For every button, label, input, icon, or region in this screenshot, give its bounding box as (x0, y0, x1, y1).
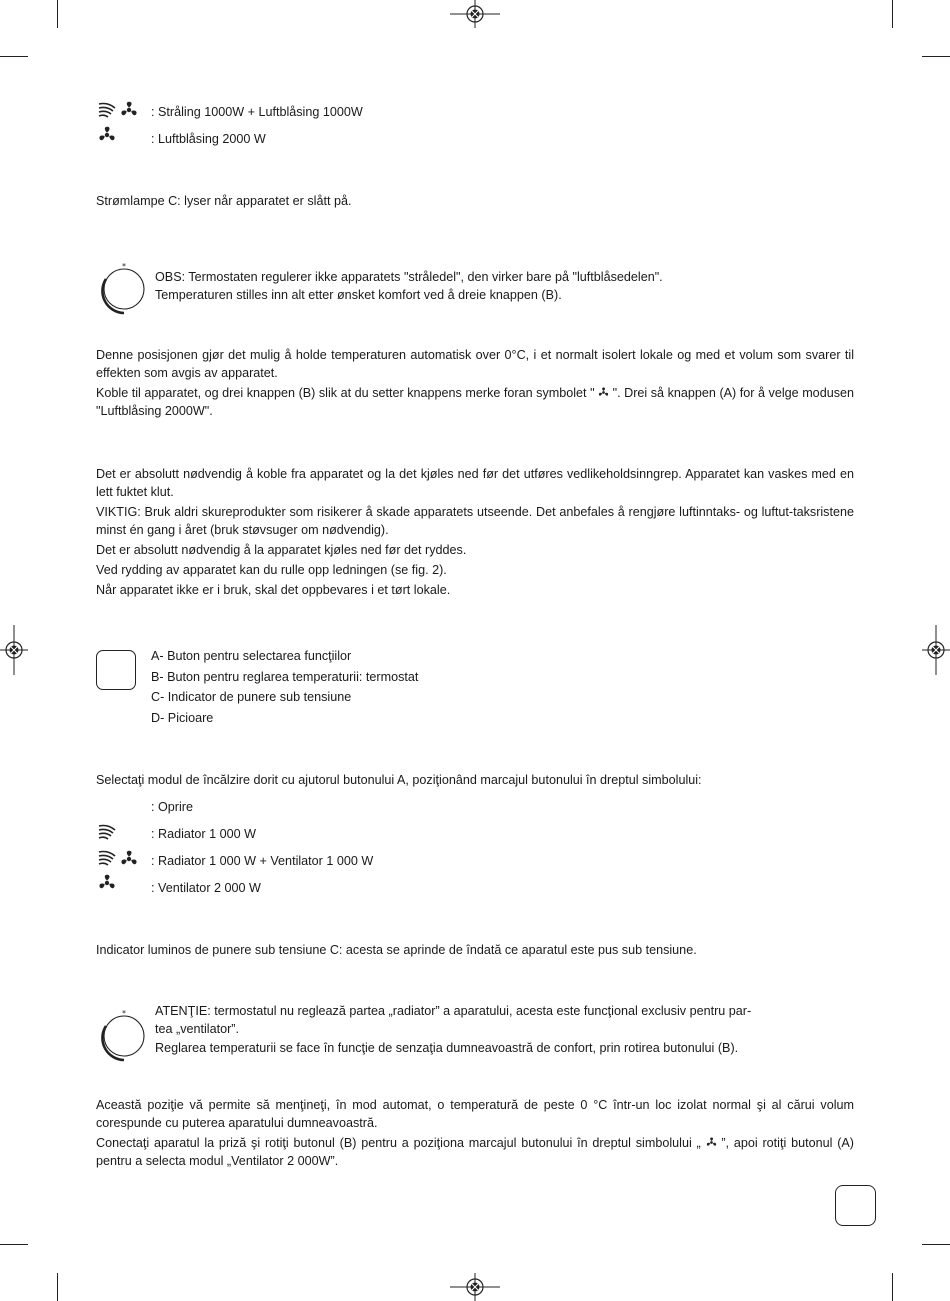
power-lamp-text: Strømlampe C: lyser når apparatet er slått på. (96, 194, 352, 208)
crop-mark (892, 1273, 893, 1301)
frost-paragraph: Koble til apparatet, og drei knappen (B) slik at du setter knappens merke foran symbolet " ". Drei så knappen (A) for å velge modusen "Luftblåsing 2000W". (96, 386, 855, 418)
mode-label: : Radiator 1 000 W + Ventilator 1 000 W (151, 854, 374, 868)
radiant-heat-icon (98, 101, 116, 119)
maintenance-paragraph: Det er absolutt nødvendig å koble fra apparatet og la det kjøles ned før det utføres vedlikeholdsinngrep. Apparatet kan vaskes med en lett fuktet klut. (96, 467, 854, 499)
fan-icon (120, 101, 138, 119)
frost-protection-section (96, 1096, 854, 1170)
crop-mark (922, 1244, 950, 1245)
maintenance-section (96, 465, 854, 599)
registration-mark-icon (922, 625, 950, 675)
frost-paragraph: Denne posisjonen gjør det mulig å holde temperaturen automatisk over 0°C, i et normalt isolert lokale og med et volum som svarer til effekten som avgis av apparatet. (96, 348, 854, 380)
part-label: D- Picioare (151, 711, 214, 725)
part-label: B- Buton pentru reglarea temperaturii: termostat (151, 670, 419, 684)
thermostat-note: tea „ventilator”. (155, 1022, 239, 1036)
mode-label: : Radiator 1 000 W (151, 827, 256, 841)
fan-icon (98, 874, 116, 892)
mode-label: : Stråling 1000W + Luftblåsing 1000W (151, 105, 363, 119)
radiant-heat-icon (98, 823, 116, 841)
crop-mark (0, 56, 28, 57)
parts-figure-box (96, 650, 136, 690)
crop-mark (922, 56, 950, 57)
frost-protection-section (96, 346, 854, 420)
registration-mark-icon (0, 625, 28, 675)
fan-icon (706, 1137, 717, 1148)
thermostat-dial-icon (96, 1008, 152, 1064)
frost-paragraph: Această poziţie vă permite să menţineţi, în mod automat, o temperatură de peste 0 °C într-un loc izolat normal şi al cărui volum corespunde cu puterea aparatului dumneavoastră. (96, 1098, 854, 1130)
radiant-heat-icon (98, 849, 116, 867)
maintenance-paragraph: Når apparatet ikke er i bruk, skal det oppbevares i et tørt lokale. (96, 583, 451, 597)
thermostat-note: Temperaturen stilles inn alt etter ønsket komfort ved å dreie knappen (B). (155, 288, 562, 302)
maintenance-paragraph: Ved rydding av apparatet kan du rulle opp ledningen (se fig. 2). (96, 563, 447, 577)
fan-icon (120, 850, 138, 868)
page-number-box (835, 1185, 876, 1226)
thermostat-dial-icon (96, 261, 152, 317)
svg-text:*: * (122, 1009, 126, 1018)
crop-mark (892, 0, 893, 28)
thermostat-note: ATENŢIE: termostatul nu reglează partea „radiator” a aparatului, acesta este funcţional exclusiv pentru par- (155, 1004, 752, 1018)
frost-paragraph: Conectaţi aparatul la priză şi rotiţi butonul (B) pentru a poziţiona marcajul butonului în dreptul simbolului „ ”, apoi rotiţi butonul (A) pentru a selecta modul „Ventilator 2 000W”. (96, 1136, 854, 1168)
registration-mark-icon (450, 1273, 500, 1301)
mode-label: : Ventilator 2 000 W (151, 881, 261, 895)
maintenance-paragraph: Det er absolutt nødvendig å la apparatet kjøles ned før det ryddes. (96, 543, 467, 557)
registration-mark-icon (450, 0, 500, 28)
part-label: A- Buton pentru selectarea funcţiilor (151, 649, 352, 663)
power-lamp-text: Indicator luminos de punere sub tensiune C: acesta se aprinde de îndată ce aparatul este pus sub tensiune. (96, 943, 697, 957)
crop-mark (57, 0, 58, 28)
mode-label: : Luftblåsing 2000 W (151, 132, 266, 146)
fan-icon (98, 126, 116, 144)
mode-select-intro: Selectaţi modul de încălzire dorit cu ajutorul butonului A, poziţionând marcajul butonului în dreptul simbolului: (96, 773, 702, 787)
svg-text:*: * (122, 262, 126, 271)
thermostat-note: OBS: Termostaten regulerer ikke apparatets "stråledel", den virker bare på "luftblåsedelen". (155, 270, 663, 284)
crop-mark (57, 1273, 58, 1301)
part-label: C- Indicator de punere sub tensiune (151, 690, 352, 704)
mode-label: : Oprire (151, 800, 193, 814)
crop-mark (0, 1244, 28, 1245)
thermostat-note: Reglarea temperaturii se face în funcţie de senzaţia dumneavoastră de confort, prin rotirea butonului (B). (155, 1041, 739, 1055)
fan-icon (598, 387, 609, 398)
maintenance-paragraph: VIKTIG: Bruk aldri skureprodukter som risikerer å skade apparatets utseende. Det anbefales å rengjøre luftinntaks- og luftut-taksristene minst én gang i året (bruk støvsuger om nødvendig). (96, 505, 854, 537)
